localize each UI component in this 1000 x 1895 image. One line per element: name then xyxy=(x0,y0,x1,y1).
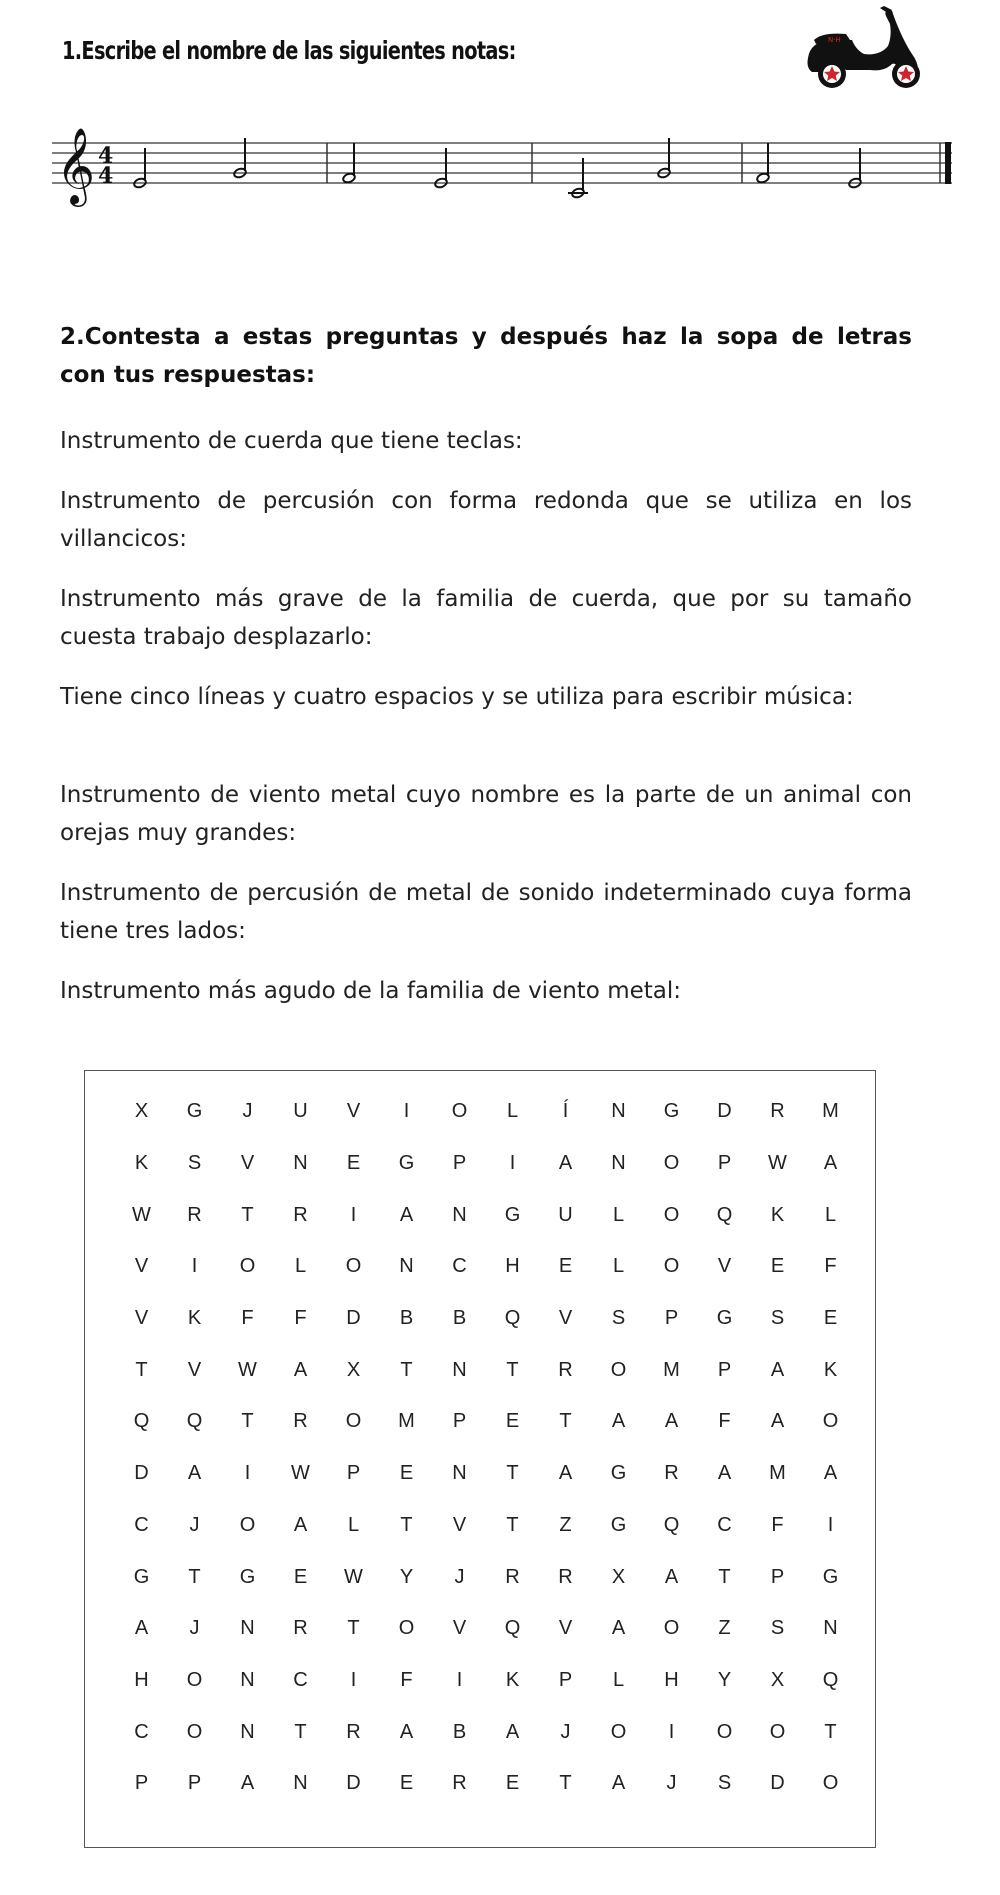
svg-text:N·H: N·H xyxy=(828,36,841,44)
letter-cell[interactable]: F xyxy=(771,1513,784,1536)
letter-cell[interactable]: C xyxy=(293,1668,308,1691)
letter-cell[interactable]: L xyxy=(612,1203,625,1226)
letter-cell[interactable]: A xyxy=(717,1462,732,1485)
letter-cell[interactable]: G xyxy=(716,1307,733,1330)
letter-cell[interactable]: N xyxy=(293,1772,308,1795)
word-search-cells xyxy=(85,1071,875,1847)
letter-cell[interactable]: T xyxy=(718,1565,731,1588)
letter-cell[interactable]: R xyxy=(293,1203,308,1226)
question-2: Instrumento de percusión con forma redonda que se utiliza en los villancicos: xyxy=(60,488,912,552)
letter-cell[interactable]: T xyxy=(135,1358,148,1381)
letter-cell[interactable]: V xyxy=(134,1307,149,1330)
letter-cell[interactable]: U xyxy=(558,1203,573,1226)
letter-cell[interactable]: K xyxy=(770,1203,785,1226)
letter-cell[interactable]: I xyxy=(350,1203,357,1226)
letter-cell[interactable]: A xyxy=(770,1410,785,1433)
letter-cell[interactable]: G xyxy=(398,1152,415,1175)
letter-cell[interactable]: D xyxy=(346,1307,361,1330)
letter-cell[interactable]: K xyxy=(187,1307,202,1330)
letter-cell[interactable]: O xyxy=(769,1720,786,1743)
letter-cell[interactable]: J xyxy=(666,1772,677,1795)
letter-cell[interactable]: F xyxy=(824,1255,837,1278)
time-signature-bottom: 4 xyxy=(98,163,114,189)
letter-cell[interactable]: V xyxy=(452,1513,467,1536)
letter-cell[interactable]: F xyxy=(718,1410,731,1433)
word-search-grid xyxy=(84,1070,876,1848)
letter-cell[interactable]: H xyxy=(505,1255,520,1278)
letter-cell[interactable]: O xyxy=(663,1203,680,1226)
letter-cell[interactable]: A xyxy=(558,1462,573,1485)
letter-cell[interactable]: P xyxy=(452,1410,467,1433)
time-signature-top: 4 xyxy=(98,143,114,169)
letter-cell[interactable]: O xyxy=(822,1772,839,1795)
letter-cell[interactable]: P xyxy=(346,1462,361,1485)
letter-cell[interactable]: F xyxy=(294,1307,307,1330)
letter-cell[interactable]: I xyxy=(456,1668,463,1691)
letter-cell[interactable]: V xyxy=(187,1358,202,1381)
letter-cell[interactable]: W xyxy=(238,1358,257,1381)
letter-cell[interactable]: A xyxy=(293,1513,308,1536)
letter-cell[interactable]: P xyxy=(187,1772,202,1795)
letter-cell[interactable]: O xyxy=(663,1255,680,1278)
letter-cell[interactable]: I xyxy=(668,1720,675,1743)
letter-cell[interactable]: P xyxy=(664,1307,679,1330)
letter-cell[interactable]: J xyxy=(454,1565,465,1588)
letter-cell[interactable]: B xyxy=(399,1307,414,1330)
letter-cell[interactable]: C xyxy=(134,1720,149,1743)
question-3: Instrumento más grave de la familia de cuerda, que por su tamaño cuesta trabajo desplazarlo: xyxy=(60,586,912,650)
letter-cell[interactable]: Z xyxy=(718,1617,731,1640)
letter-cell[interactable]: N xyxy=(611,1152,626,1175)
letter-cell[interactable]: A xyxy=(664,1410,679,1433)
letter-cell[interactable]: P xyxy=(452,1152,467,1175)
letter-cell[interactable]: K xyxy=(823,1358,838,1381)
letter-cell[interactable]: O xyxy=(239,1255,256,1278)
letter-cell[interactable]: A xyxy=(664,1565,679,1588)
letter-cell[interactable]: W xyxy=(768,1152,787,1175)
letter-cell[interactable]: A xyxy=(505,1720,520,1743)
letter-cell[interactable]: P xyxy=(717,1358,732,1381)
note-5 xyxy=(568,158,588,199)
letter-cell[interactable]: M xyxy=(663,1358,680,1381)
letter-cell[interactable]: Q xyxy=(822,1668,839,1691)
letter-cell[interactable]: T xyxy=(241,1203,254,1226)
letter-cell[interactable]: T xyxy=(400,1513,413,1536)
letter-cell[interactable]: R xyxy=(346,1720,361,1743)
letter-cell[interactable]: B xyxy=(452,1307,467,1330)
letter-cell[interactable]: J xyxy=(189,1513,200,1536)
scooter-icon xyxy=(800,6,925,96)
letter-cell[interactable]: A xyxy=(293,1358,308,1381)
letter-cell[interactable]: O xyxy=(345,1410,362,1433)
letter-cell[interactable]: Q xyxy=(716,1203,733,1226)
letter-cell[interactable]: J xyxy=(560,1720,571,1743)
letter-cell[interactable]: X xyxy=(346,1358,361,1381)
letter-cell[interactable]: A xyxy=(240,1772,255,1795)
letter-cell[interactable]: G xyxy=(186,1100,203,1123)
letter-cell[interactable]: G xyxy=(663,1100,680,1123)
letter-cell[interactable]: F xyxy=(241,1307,254,1330)
letter-cell[interactable]: L xyxy=(294,1255,307,1278)
question-1: Instrumento de cuerda que tiene teclas: xyxy=(60,428,523,454)
letter-cell[interactable]: O xyxy=(186,1720,203,1743)
letter-cell[interactable]: I xyxy=(509,1152,516,1175)
letter-cell[interactable]: P xyxy=(770,1565,785,1588)
letter-cell[interactable]: I xyxy=(191,1255,198,1278)
letter-cell[interactable]: O xyxy=(186,1668,203,1691)
letter-cell[interactable]: C xyxy=(134,1513,149,1536)
letter-cell[interactable]: S xyxy=(717,1772,732,1795)
letter-cell[interactable]: X xyxy=(611,1565,626,1588)
letter-cell[interactable]: G xyxy=(133,1565,150,1588)
letter-cell[interactable]: D xyxy=(770,1772,785,1795)
letter-cell[interactable]: Q xyxy=(504,1307,521,1330)
letter-cell[interactable]: N xyxy=(611,1100,626,1123)
letter-cell[interactable]: T xyxy=(294,1720,307,1743)
letter-cell[interactable]: E xyxy=(293,1565,308,1588)
letter-cell[interactable]: D xyxy=(346,1772,361,1795)
section-1-title: 1.Escribe el nombre de las siguientes notas: xyxy=(62,36,516,65)
letter-cell[interactable]: R xyxy=(558,1358,573,1381)
letter-cell[interactable]: H xyxy=(134,1668,149,1691)
letter-cell[interactable]: O xyxy=(663,1617,680,1640)
letter-cell[interactable]: T xyxy=(241,1410,254,1433)
letter-cell[interactable]: E xyxy=(505,1772,520,1795)
letter-cell[interactable]: L xyxy=(506,1100,519,1123)
letter-cell[interactable]: N xyxy=(240,1617,255,1640)
letter-cell[interactable]: R xyxy=(293,1410,308,1433)
letter-cell[interactable]: R xyxy=(558,1565,573,1588)
letter-cell[interactable]: O xyxy=(716,1720,733,1743)
letter-cell[interactable]: N xyxy=(452,1203,467,1226)
letter-cell[interactable]: S xyxy=(770,1617,785,1640)
letter-cell[interactable]: O xyxy=(451,1100,468,1123)
letter-cell[interactable]: S xyxy=(187,1152,202,1175)
letter-cell[interactable]: O xyxy=(822,1410,839,1433)
letter-cell[interactable]: T xyxy=(347,1617,360,1640)
letter-cell[interactable]: A xyxy=(823,1462,838,1485)
letter-cell[interactable]: L xyxy=(612,1668,625,1691)
letter-cell[interactable]: W xyxy=(132,1203,151,1226)
letter-cell[interactable]: T xyxy=(400,1358,413,1381)
letter-cell[interactable]: T xyxy=(506,1358,519,1381)
letter-cell[interactable]: Y xyxy=(717,1668,732,1691)
letter-cell[interactable]: W xyxy=(291,1462,310,1485)
letter-cell[interactable]: O xyxy=(610,1358,627,1381)
letter-cell[interactable]: R xyxy=(452,1772,467,1795)
letter-cell[interactable]: N xyxy=(823,1617,838,1640)
letter-cell[interactable]: C xyxy=(452,1255,467,1278)
letter-cell[interactable]: R xyxy=(187,1203,202,1226)
letter-cell[interactable]: V xyxy=(717,1255,732,1278)
letter-cell[interactable]: T xyxy=(559,1410,572,1433)
question-5: Instrumento de viento metal cuyo nombre es la parte de un animal con orejas muy grandes: xyxy=(60,782,912,846)
letter-cell[interactable]: Q xyxy=(133,1410,150,1433)
letter-cell[interactable]: E xyxy=(399,1772,414,1795)
letter-cell[interactable]: F xyxy=(400,1668,413,1691)
treble-clef-icon: 𝄞 xyxy=(56,127,96,204)
letter-cell[interactable]: A xyxy=(770,1358,785,1381)
letter-cell[interactable]: G xyxy=(610,1462,627,1485)
letter-cell[interactable]: Q xyxy=(663,1513,680,1536)
letter-cell[interactable]: B xyxy=(452,1720,467,1743)
letter-cell[interactable]: T xyxy=(188,1565,201,1588)
letter-cell[interactable]: K xyxy=(505,1668,520,1691)
letter-cell[interactable]: V xyxy=(558,1617,573,1640)
letter-cell[interactable]: G xyxy=(822,1565,839,1588)
letter-cell[interactable]: O xyxy=(345,1255,362,1278)
letter-cell[interactable]: O xyxy=(663,1152,680,1175)
letter-cell[interactable]: E xyxy=(399,1462,414,1485)
letter-cell[interactable]: T xyxy=(506,1462,519,1485)
letter-cell[interactable]: E xyxy=(346,1152,361,1175)
letter-cell[interactable]: Y xyxy=(399,1565,414,1588)
letter-cell[interactable]: C xyxy=(717,1513,732,1536)
letter-cell[interactable]: A xyxy=(187,1462,202,1485)
letter-cell[interactable]: N xyxy=(240,1720,255,1743)
question-4: Tiene cinco líneas y cuatro espacios y se utiliza para escribir música: xyxy=(60,684,854,710)
letter-cell[interactable]: X xyxy=(134,1100,149,1123)
letter-cell[interactable]: E xyxy=(505,1410,520,1433)
letter-cell[interactable]: D xyxy=(717,1100,732,1123)
letter-cell[interactable]: K xyxy=(134,1152,149,1175)
letter-cell[interactable]: A xyxy=(558,1152,573,1175)
letter-cell[interactable]: M xyxy=(398,1410,415,1433)
letter-cell[interactable]: L xyxy=(347,1513,360,1536)
letter-cell[interactable]: M xyxy=(822,1100,839,1123)
letter-cell[interactable]: L xyxy=(612,1255,625,1278)
letter-cell[interactable]: G xyxy=(610,1513,627,1536)
letter-cell[interactable]: N xyxy=(293,1152,308,1175)
letter-cell[interactable]: A xyxy=(399,1720,414,1743)
letter-cell[interactable]: N xyxy=(452,1358,467,1381)
letter-cell[interactable]: O xyxy=(610,1720,627,1743)
letter-cell[interactable]: N xyxy=(240,1668,255,1691)
letter-cell[interactable]: V xyxy=(134,1255,149,1278)
letter-cell[interactable]: A xyxy=(134,1617,149,1640)
letter-cell[interactable]: P xyxy=(717,1152,732,1175)
letter-cell[interactable]: N xyxy=(452,1462,467,1485)
letter-cell[interactable]: A xyxy=(611,1617,626,1640)
letter-cell[interactable]: V xyxy=(346,1100,361,1123)
letter-cell[interactable]: E xyxy=(558,1255,573,1278)
question-7: Instrumento más agudo de la familia de viento metal: xyxy=(60,978,681,1004)
letter-cell[interactable]: H xyxy=(664,1668,679,1691)
letter-cell[interactable]: I xyxy=(827,1513,834,1536)
letter-cell[interactable]: E xyxy=(770,1255,785,1278)
letter-cell[interactable]: M xyxy=(769,1462,786,1485)
letter-cell[interactable]: T xyxy=(824,1720,837,1743)
letter-cell[interactable]: I xyxy=(403,1100,410,1123)
letter-cell[interactable]: A xyxy=(823,1152,838,1175)
letter-cell[interactable]: R xyxy=(293,1617,308,1640)
letter-cell[interactable]: V xyxy=(240,1152,255,1175)
music-staff xyxy=(52,118,957,228)
letter-cell[interactable]: P xyxy=(558,1668,573,1691)
letter-cell[interactable]: O xyxy=(239,1513,256,1536)
letter-cell[interactable]: S xyxy=(611,1307,626,1330)
letter-cell[interactable]: Z xyxy=(559,1513,572,1536)
letter-cell[interactable]: D xyxy=(134,1462,149,1485)
letter-cell[interactable]: E xyxy=(823,1307,838,1330)
letter-cell[interactable]: R xyxy=(505,1565,520,1588)
section-2-title: 2.Contesta a estas preguntas y después haz la sopa de letras con tus respuestas: xyxy=(60,324,912,388)
letter-cell[interactable]: G xyxy=(504,1203,521,1226)
letter-cell[interactable]: Q xyxy=(186,1410,203,1433)
letter-cell[interactable]: R xyxy=(664,1462,679,1485)
letter-cell[interactable]: J xyxy=(242,1100,253,1123)
letter-cell[interactable]: T xyxy=(559,1772,572,1795)
question-6: Instrumento de percusión de metal de sonido indeterminado cuya forma tiene tres lados: xyxy=(60,880,912,944)
letter-cell[interactable]: A xyxy=(399,1203,414,1226)
letter-cell[interactable]: G xyxy=(239,1565,256,1588)
letter-cell[interactable]: A xyxy=(611,1410,626,1433)
letter-cell[interactable]: J xyxy=(189,1617,200,1640)
letter-cell[interactable]: X xyxy=(770,1668,785,1691)
letter-cell[interactable]: P xyxy=(134,1772,149,1795)
letter-cell[interactable]: S xyxy=(770,1307,785,1330)
letter-cell[interactable]: N xyxy=(399,1255,414,1278)
letter-cell[interactable]: I xyxy=(244,1462,251,1485)
letter-cell[interactable]: V xyxy=(452,1617,467,1640)
letter-cell[interactable]: R xyxy=(770,1100,785,1123)
letter-cell[interactable]: I xyxy=(350,1668,357,1691)
letter-cell[interactable]: O xyxy=(398,1617,415,1640)
letter-cell[interactable]: A xyxy=(611,1772,626,1795)
letter-cell[interactable]: U xyxy=(293,1100,308,1123)
letter-cell[interactable]: Í xyxy=(562,1100,569,1123)
letter-cell[interactable]: T xyxy=(506,1513,519,1536)
letter-cell[interactable]: Q xyxy=(504,1617,521,1640)
letter-cell[interactable]: V xyxy=(558,1307,573,1330)
letter-cell[interactable]: W xyxy=(344,1565,363,1588)
letter-cell[interactable]: L xyxy=(824,1203,837,1226)
